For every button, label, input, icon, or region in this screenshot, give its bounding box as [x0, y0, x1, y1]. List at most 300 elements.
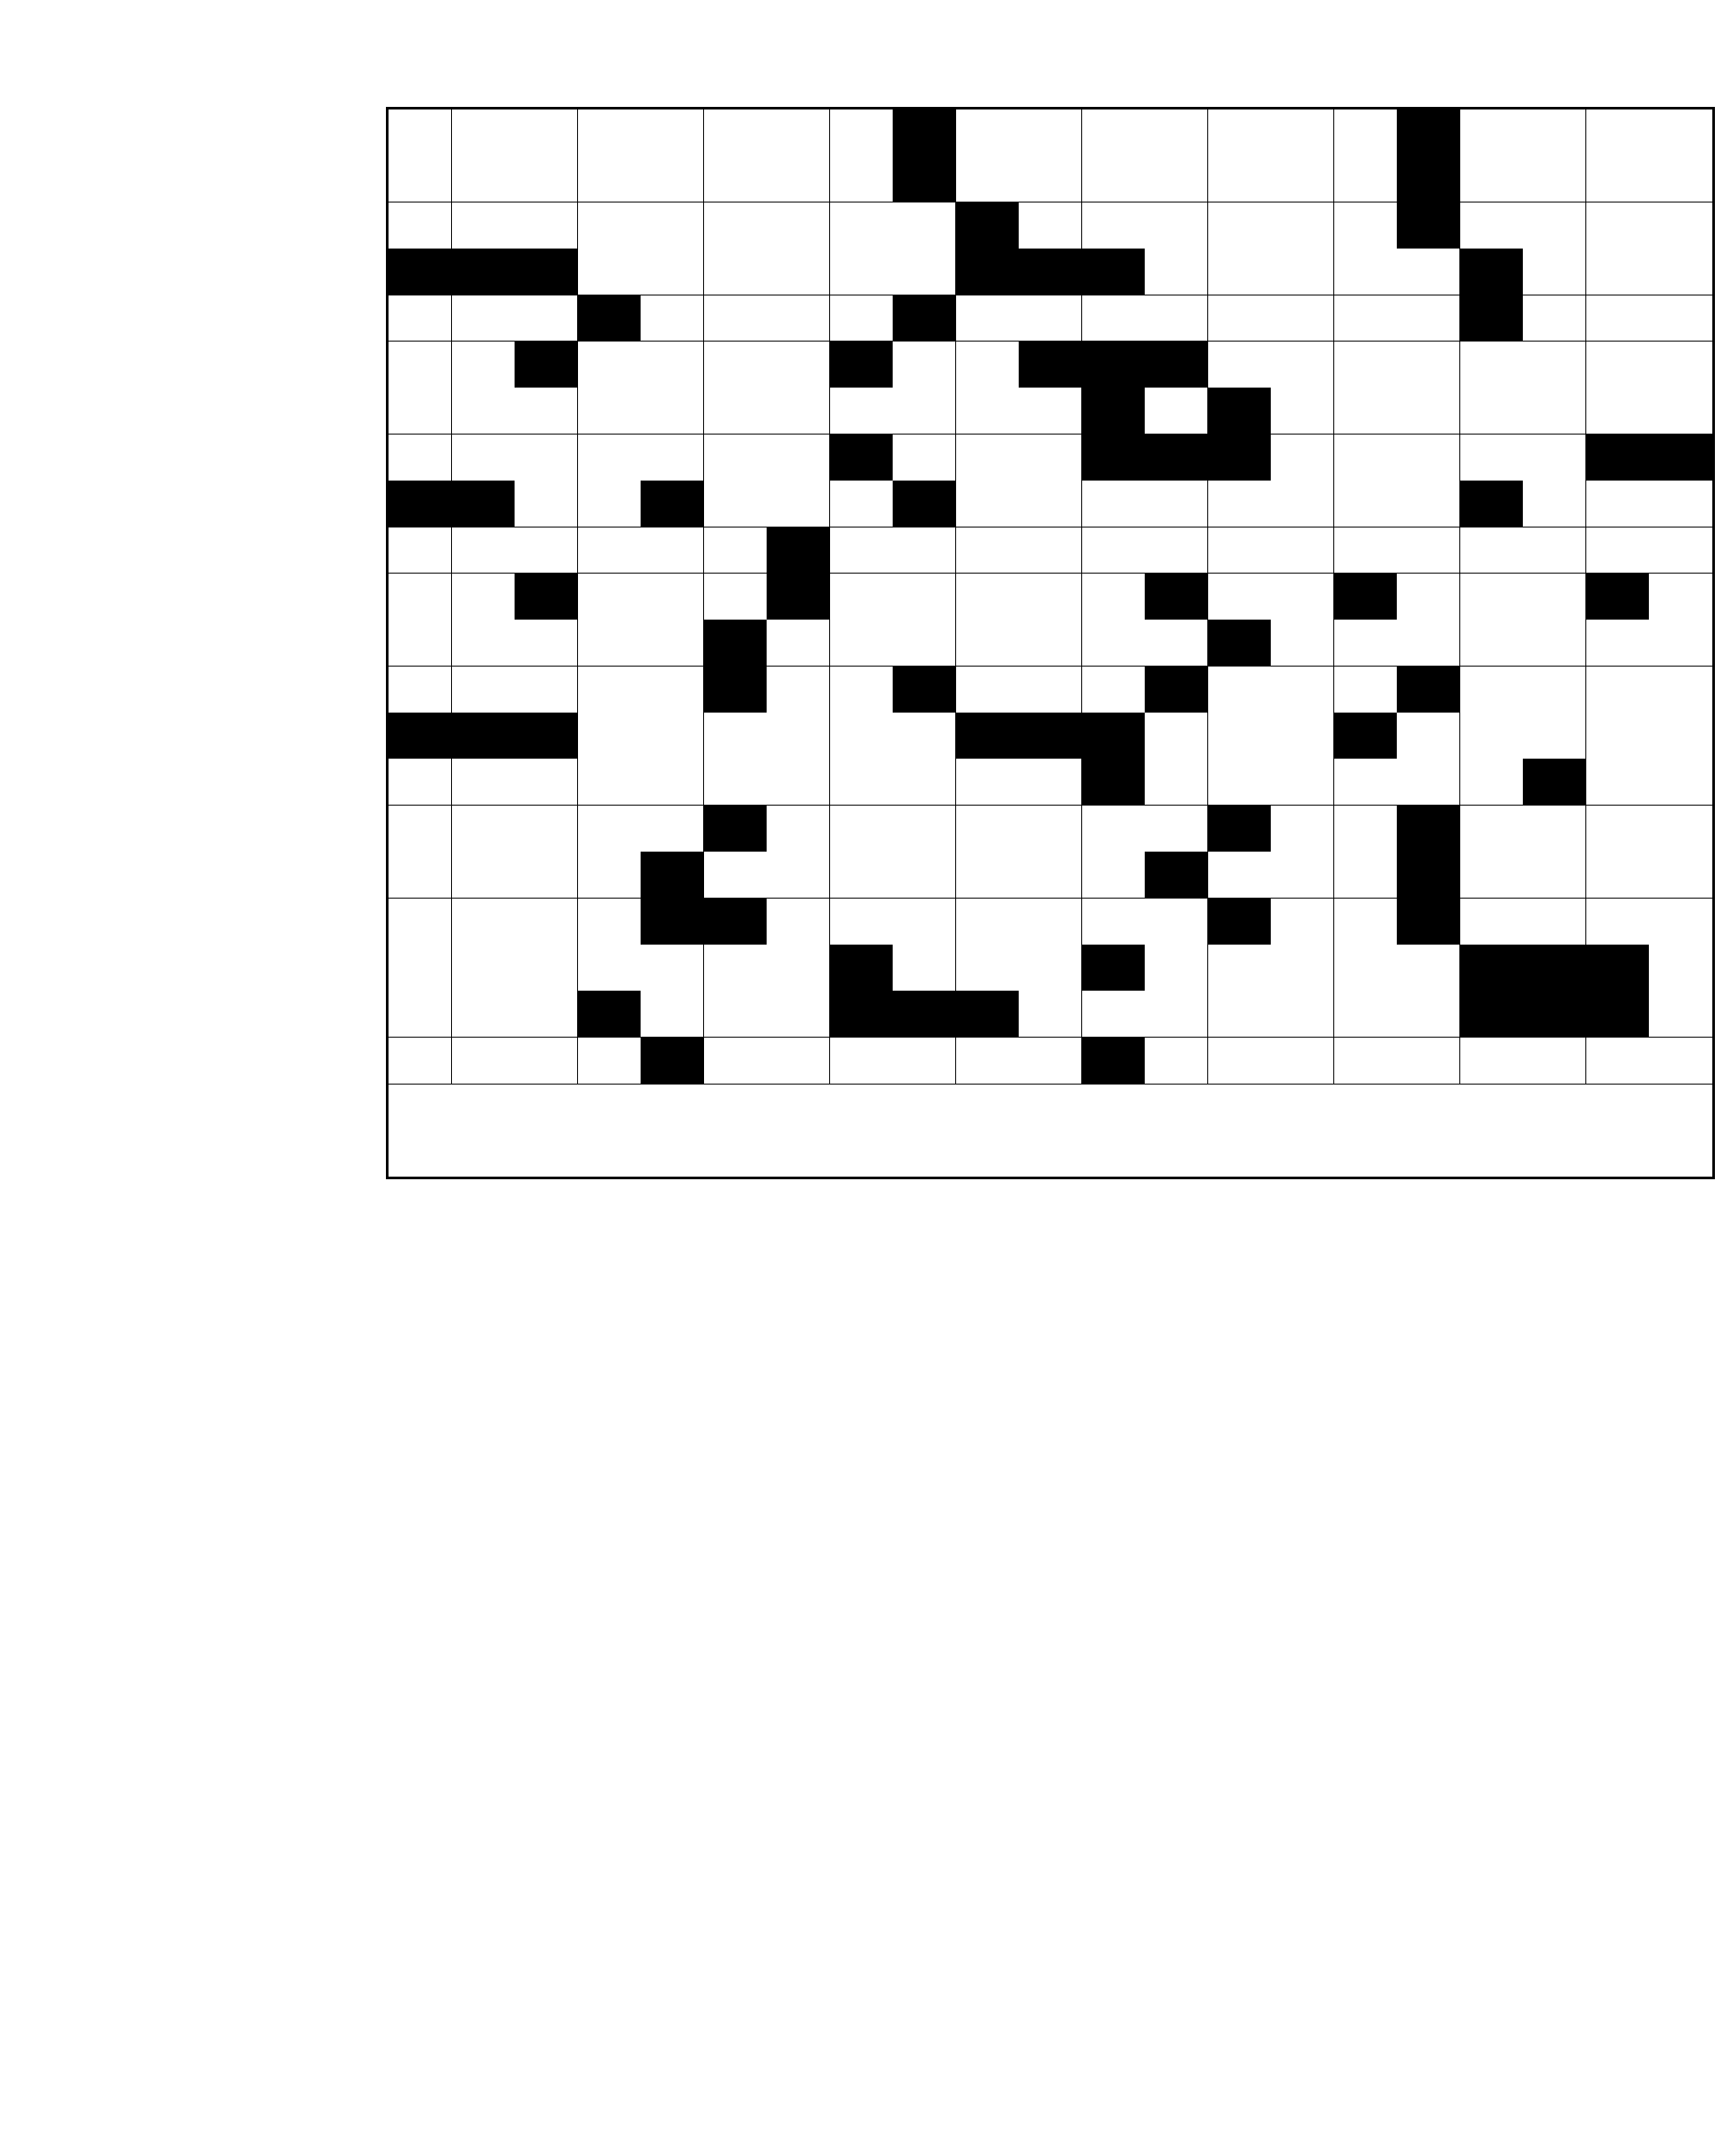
grid-cell[interactable] [389, 202, 452, 249]
grid-cell[interactable] [1460, 202, 1524, 249]
grid-cell[interactable] [767, 1038, 830, 1085]
grid-cell[interactable] [515, 759, 578, 806]
grid-cell[interactable] [1271, 945, 1334, 992]
grid-cell[interactable] [1649, 667, 1712, 713]
grid-cell[interactable] [956, 295, 1020, 342]
grid-cell[interactable] [1019, 945, 1082, 992]
grid-cell[interactable] [452, 945, 515, 992]
grid-cell[interactable] [1649, 620, 1712, 667]
grid-cell[interactable] [956, 388, 1020, 435]
grid-cell[interactable] [767, 109, 830, 156]
grid-cell[interactable] [1649, 899, 1712, 945]
grid-cell[interactable] [1145, 620, 1208, 667]
grid-cell[interactable] [515, 991, 578, 1038]
grid-cell[interactable] [1649, 249, 1712, 295]
grid-cell[interactable] [452, 667, 515, 713]
grid-cell[interactable] [1019, 667, 1082, 713]
grid-cell[interactable] [578, 945, 641, 992]
grid-cell[interactable] [1397, 481, 1460, 527]
grid-cell[interactable] [767, 899, 830, 945]
grid-cell[interactable] [1649, 156, 1712, 202]
grid-cell[interactable] [704, 481, 767, 527]
grid-cell[interactable] [1334, 388, 1398, 435]
grid-cell[interactable] [1460, 713, 1524, 760]
grid-cell[interactable] [767, 806, 830, 852]
grid-cell[interactable] [452, 620, 515, 667]
grid-cell[interactable] [452, 156, 515, 202]
grid-cell[interactable] [1586, 620, 1650, 667]
grid-cell[interactable] [1145, 109, 1208, 156]
grid-cell[interactable] [1649, 759, 1712, 806]
grid-cell[interactable] [452, 806, 515, 852]
grid-cell[interactable] [641, 435, 704, 481]
grid-cell[interactable] [1271, 435, 1334, 481]
grid-cell[interactable] [1019, 481, 1082, 527]
grid-cell[interactable] [704, 527, 767, 574]
grid-cell[interactable] [956, 945, 1020, 992]
grid-cell[interactable] [893, 620, 956, 667]
grid-cell[interactable] [1019, 435, 1082, 481]
grid-cell[interactable] [767, 852, 830, 899]
grid-cell[interactable] [1397, 527, 1460, 574]
grid-cell[interactable] [1460, 899, 1524, 945]
grid-cell[interactable] [1334, 899, 1398, 945]
grid-cell[interactable] [1523, 388, 1586, 435]
grid-cell[interactable] [1334, 295, 1398, 342]
grid-cell[interactable] [641, 574, 704, 620]
grid-cell[interactable] [1334, 1038, 1398, 1085]
grid-cell[interactable] [641, 945, 704, 992]
grid-cell[interactable] [1082, 852, 1146, 899]
grid-cell[interactable] [1523, 109, 1586, 156]
grid-cell[interactable] [641, 991, 704, 1038]
grid-cell[interactable] [1523, 713, 1586, 760]
grid-cell[interactable] [1649, 481, 1712, 527]
grid-cell[interactable] [1523, 806, 1586, 852]
grid-cell[interactable] [1523, 574, 1586, 620]
grid-cell[interactable] [830, 620, 894, 667]
grid-cell[interactable] [1208, 713, 1272, 760]
grid-cell[interactable] [704, 109, 767, 156]
grid-cell[interactable] [515, 435, 578, 481]
grid-cell[interactable] [452, 527, 515, 574]
grid-cell[interactable] [1208, 574, 1272, 620]
grid-cell[interactable] [767, 759, 830, 806]
grid-cell[interactable] [1649, 1038, 1712, 1085]
grid-cell[interactable] [1019, 527, 1082, 574]
grid-cell[interactable] [767, 945, 830, 992]
grid-cell[interactable] [1649, 574, 1712, 620]
grid-cell[interactable] [515, 481, 578, 527]
grid-cell[interactable] [704, 991, 767, 1038]
grid-cell[interactable] [1334, 109, 1398, 156]
grid-cell[interactable] [452, 759, 515, 806]
grid-cell[interactable] [956, 527, 1020, 574]
grid-cell[interactable] [1271, 481, 1334, 527]
grid-cell[interactable] [1523, 620, 1586, 667]
grid-cell[interactable] [1460, 620, 1524, 667]
grid-cell[interactable] [1082, 806, 1146, 852]
grid-cell[interactable] [1145, 249, 1208, 295]
grid-cell[interactable] [893, 713, 956, 760]
grid-cell[interactable] [830, 759, 894, 806]
grid-cell[interactable] [893, 759, 956, 806]
grid-cell[interactable] [1523, 156, 1586, 202]
grid-cell[interactable] [515, 667, 578, 713]
grid-cell[interactable] [1460, 759, 1524, 806]
grid-cell[interactable] [1586, 202, 1650, 249]
grid-cell[interactable] [956, 574, 1020, 620]
grid-cell[interactable] [1082, 481, 1146, 527]
grid-cell[interactable] [830, 667, 894, 713]
grid-cell[interactable] [1523, 852, 1586, 899]
grid-cell[interactable] [1523, 249, 1586, 295]
grid-cell[interactable] [1334, 527, 1398, 574]
grid-cell[interactable] [1334, 806, 1398, 852]
grid-cell[interactable] [893, 435, 956, 481]
grid-cell[interactable] [1586, 667, 1650, 713]
grid-cell[interactable] [1460, 435, 1524, 481]
grid-cell[interactable] [1586, 899, 1650, 945]
grid-cell[interactable] [1649, 388, 1712, 435]
grid-cell[interactable] [1019, 156, 1082, 202]
grid-cell[interactable] [1145, 481, 1208, 527]
grid-cell[interactable] [1019, 852, 1082, 899]
grid-cell[interactable] [641, 109, 704, 156]
grid-cell[interactable] [515, 295, 578, 342]
grid-cell[interactable] [956, 109, 1020, 156]
grid-cell[interactable] [641, 713, 704, 760]
grid-cell[interactable] [515, 1038, 578, 1085]
grid-cell[interactable] [1334, 852, 1398, 899]
grid-cell[interactable] [893, 574, 956, 620]
grid-cell[interactable] [1082, 899, 1146, 945]
grid-cell[interactable] [641, 249, 704, 295]
grid-cell[interactable] [389, 945, 452, 992]
grid-cell[interactable] [389, 295, 452, 342]
grid-cell[interactable] [1019, 574, 1082, 620]
grid-cell[interactable] [830, 388, 894, 435]
grid-cell[interactable] [1271, 1038, 1334, 1085]
grid-cell[interactable] [1586, 156, 1650, 202]
grid-cell[interactable] [578, 202, 641, 249]
grid-cell[interactable] [1082, 295, 1146, 342]
grid-cell[interactable] [452, 295, 515, 342]
grid-cell[interactable] [1586, 852, 1650, 899]
grid-cell[interactable] [767, 481, 830, 527]
grid-cell[interactable] [893, 388, 956, 435]
grid-cell[interactable] [1586, 713, 1650, 760]
grid-cell[interactable] [1208, 991, 1272, 1038]
grid-cell[interactable] [767, 713, 830, 760]
grid-cell[interactable] [641, 156, 704, 202]
grid-cell[interactable] [389, 388, 452, 435]
grid-cell[interactable] [389, 899, 452, 945]
grid-cell[interactable] [578, 156, 641, 202]
grid-cell[interactable] [956, 156, 1020, 202]
grid-cell[interactable] [578, 806, 641, 852]
grid-cell[interactable] [1208, 527, 1272, 574]
grid-cell[interactable] [578, 342, 641, 388]
grid-cell[interactable] [1334, 249, 1398, 295]
grid-cell[interactable] [1397, 388, 1460, 435]
grid-cell[interactable] [1271, 574, 1334, 620]
grid-cell[interactable] [767, 249, 830, 295]
grid-cell[interactable] [1208, 667, 1272, 713]
grid-cell[interactable] [1145, 806, 1208, 852]
grid-cell[interactable] [1586, 527, 1650, 574]
grid-cell[interactable] [893, 1038, 956, 1085]
grid-cell[interactable] [641, 342, 704, 388]
grid-cell[interactable] [1082, 109, 1146, 156]
grid-cell[interactable] [641, 527, 704, 574]
grid-cell[interactable] [1523, 1038, 1586, 1085]
grid-cell[interactable] [452, 388, 515, 435]
grid-cell[interactable] [956, 852, 1020, 899]
grid-cell[interactable] [1271, 713, 1334, 760]
grid-cell[interactable] [1082, 667, 1146, 713]
grid-cell[interactable] [641, 295, 704, 342]
grid-cell[interactable] [1397, 945, 1460, 992]
grid-cell[interactable] [1523, 527, 1586, 574]
grid-cell[interactable] [1208, 759, 1272, 806]
grid-cell[interactable] [704, 1038, 767, 1085]
grid-cell[interactable] [956, 759, 1020, 806]
grid-cell[interactable] [704, 249, 767, 295]
grid-cell[interactable] [1019, 295, 1082, 342]
grid-cell[interactable] [515, 527, 578, 574]
grid-cell[interactable] [1460, 574, 1524, 620]
grid-cell[interactable] [389, 620, 452, 667]
grid-cell[interactable] [704, 713, 767, 760]
grid-cell[interactable] [1271, 156, 1334, 202]
grid-cell[interactable] [767, 435, 830, 481]
grid-cell[interactable] [1397, 295, 1460, 342]
grid-cell[interactable] [767, 342, 830, 388]
grid-cell[interactable] [1460, 1038, 1524, 1085]
grid-cell[interactable] [1145, 388, 1208, 435]
grid-cell[interactable] [1145, 991, 1208, 1038]
grid-cell[interactable] [1586, 342, 1650, 388]
grid-cell[interactable] [1460, 852, 1524, 899]
grid-cell[interactable] [893, 342, 956, 388]
grid-cell[interactable] [1019, 202, 1082, 249]
grid-cell[interactable] [893, 249, 956, 295]
grid-cell[interactable] [1145, 945, 1208, 992]
grid-cell[interactable] [1145, 713, 1208, 760]
grid-cell[interactable] [1082, 574, 1146, 620]
grid-cell[interactable] [515, 109, 578, 156]
grid-cell[interactable] [515, 852, 578, 899]
grid-cell[interactable] [1334, 667, 1398, 713]
grid-cell[interactable] [767, 620, 830, 667]
grid-cell[interactable] [1208, 109, 1272, 156]
grid-cell[interactable] [1523, 667, 1586, 713]
grid-cell[interactable] [956, 435, 1020, 481]
grid-cell[interactable] [767, 388, 830, 435]
grid-cell[interactable] [1523, 899, 1586, 945]
grid-cell[interactable] [1082, 156, 1146, 202]
grid-cell[interactable] [641, 388, 704, 435]
grid-cell[interactable] [830, 249, 894, 295]
grid-cell[interactable] [893, 945, 956, 992]
grid-cell[interactable] [389, 342, 452, 388]
grid-cell[interactable] [830, 806, 894, 852]
grid-cell[interactable] [830, 481, 894, 527]
grid-cell[interactable] [515, 156, 578, 202]
grid-cell[interactable] [1271, 249, 1334, 295]
grid-cell[interactable] [1649, 806, 1712, 852]
grid-cell[interactable] [578, 109, 641, 156]
grid-cell[interactable] [578, 527, 641, 574]
grid-cell[interactable] [1082, 527, 1146, 574]
grid-cell[interactable] [1460, 527, 1524, 574]
grid-cell[interactable] [767, 156, 830, 202]
grid-cell[interactable] [452, 109, 515, 156]
grid-cell[interactable] [830, 295, 894, 342]
grid-cell[interactable] [389, 574, 452, 620]
grid-cell[interactable] [1523, 435, 1586, 481]
grid-cell[interactable] [1019, 759, 1082, 806]
grid-cell[interactable] [1586, 249, 1650, 295]
grid-cell[interactable] [1145, 527, 1208, 574]
grid-cell[interactable] [389, 109, 452, 156]
grid-cell[interactable] [956, 667, 1020, 713]
grid-cell[interactable] [830, 899, 894, 945]
grid-cell[interactable] [1397, 435, 1460, 481]
grid-cell[interactable] [830, 156, 894, 202]
grid-cell[interactable] [767, 991, 830, 1038]
grid-cell[interactable] [1208, 202, 1272, 249]
grid-cell[interactable] [830, 109, 894, 156]
grid-cell[interactable] [1586, 481, 1650, 527]
grid-cell[interactable] [515, 202, 578, 249]
grid-cell[interactable] [1397, 574, 1460, 620]
grid-cell[interactable] [767, 295, 830, 342]
grid-cell[interactable] [515, 620, 578, 667]
grid-cell[interactable] [1208, 945, 1272, 992]
grid-cell[interactable] [1586, 806, 1650, 852]
grid-cell[interactable] [1019, 991, 1082, 1038]
grid-cell[interactable] [1019, 899, 1082, 945]
grid-cell[interactable] [1397, 759, 1460, 806]
grid-cell[interactable] [1145, 899, 1208, 945]
grid-cell[interactable] [452, 1038, 515, 1085]
grid-cell[interactable] [1334, 342, 1398, 388]
grid-cell[interactable] [767, 202, 830, 249]
grid-cell[interactable] [1208, 295, 1272, 342]
grid-cell[interactable] [1271, 852, 1334, 899]
grid-cell[interactable] [704, 388, 767, 435]
grid-cell[interactable] [1082, 620, 1146, 667]
grid-cell[interactable] [1208, 1038, 1272, 1085]
grid-cell[interactable] [1649, 527, 1712, 574]
grid-cell[interactable] [1334, 202, 1398, 249]
grid-cell[interactable] [1208, 156, 1272, 202]
grid-cell[interactable] [452, 202, 515, 249]
grid-cell[interactable] [1649, 295, 1712, 342]
grid-cell[interactable] [578, 667, 641, 713]
grid-cell[interactable] [704, 202, 767, 249]
grid-cell[interactable] [704, 945, 767, 992]
grid-cell[interactable] [1397, 342, 1460, 388]
grid-cell[interactable] [1271, 295, 1334, 342]
grid-cell[interactable] [704, 759, 767, 806]
grid-cell[interactable] [578, 713, 641, 760]
grid-cell[interactable] [1271, 806, 1334, 852]
grid-cell[interactable] [1649, 109, 1712, 156]
grid-cell[interactable] [893, 806, 956, 852]
grid-cell[interactable] [1649, 713, 1712, 760]
grid-cell[interactable] [515, 899, 578, 945]
grid-cell[interactable] [1208, 342, 1272, 388]
grid-cell[interactable] [578, 249, 641, 295]
grid-cell[interactable] [1145, 156, 1208, 202]
grid-cell[interactable] [1271, 388, 1334, 435]
grid-cell[interactable] [1271, 759, 1334, 806]
grid-cell[interactable] [452, 852, 515, 899]
grid-cell[interactable] [389, 759, 452, 806]
grid-cell[interactable] [1334, 156, 1398, 202]
grid-cell[interactable] [1019, 109, 1082, 156]
grid-cell[interactable] [1019, 620, 1082, 667]
grid-cell[interactable] [1145, 202, 1208, 249]
grid-cell[interactable] [704, 295, 767, 342]
grid-cell[interactable] [578, 759, 641, 806]
grid-cell[interactable] [1019, 388, 1082, 435]
grid-cell[interactable] [1208, 249, 1272, 295]
grid-cell[interactable] [1460, 109, 1524, 156]
grid-cell[interactable] [1460, 388, 1524, 435]
grid-cell[interactable] [1397, 620, 1460, 667]
grid-cell[interactable] [1649, 852, 1712, 899]
grid-cell[interactable] [1460, 342, 1524, 388]
grid-cell[interactable] [578, 574, 641, 620]
grid-cell[interactable] [830, 713, 894, 760]
grid-cell[interactable] [515, 388, 578, 435]
grid-cell[interactable] [830, 1038, 894, 1085]
grid-cell[interactable] [1334, 991, 1398, 1038]
grid-cell[interactable] [1271, 527, 1334, 574]
grid-cell[interactable] [578, 899, 641, 945]
grid-cell[interactable] [1208, 481, 1272, 527]
grid-cell[interactable] [956, 1038, 1020, 1085]
grid-cell[interactable] [704, 342, 767, 388]
grid-cell[interactable] [1523, 342, 1586, 388]
grid-cell[interactable] [1649, 991, 1712, 1038]
grid-cell[interactable] [578, 435, 641, 481]
grid-cell[interactable] [641, 759, 704, 806]
grid-cell[interactable] [956, 620, 1020, 667]
grid-cell[interactable] [1145, 759, 1208, 806]
grid-cell[interactable] [1145, 1038, 1208, 1085]
grid-cell[interactable] [704, 156, 767, 202]
grid-cell[interactable] [1271, 342, 1334, 388]
grid-cell[interactable] [956, 899, 1020, 945]
grid-cell[interactable] [389, 435, 452, 481]
grid-cell[interactable] [452, 574, 515, 620]
grid-cell[interactable] [1271, 620, 1334, 667]
grid-cell[interactable] [893, 852, 956, 899]
grid-cell[interactable] [389, 991, 452, 1038]
grid-cell[interactable] [893, 202, 956, 249]
grid-cell[interactable] [1397, 713, 1460, 760]
grid-cell[interactable] [1586, 388, 1650, 435]
grid-cell[interactable] [1649, 202, 1712, 249]
grid-cell[interactable] [641, 620, 704, 667]
grid-cell[interactable] [1271, 202, 1334, 249]
grid-cell[interactable] [767, 667, 830, 713]
